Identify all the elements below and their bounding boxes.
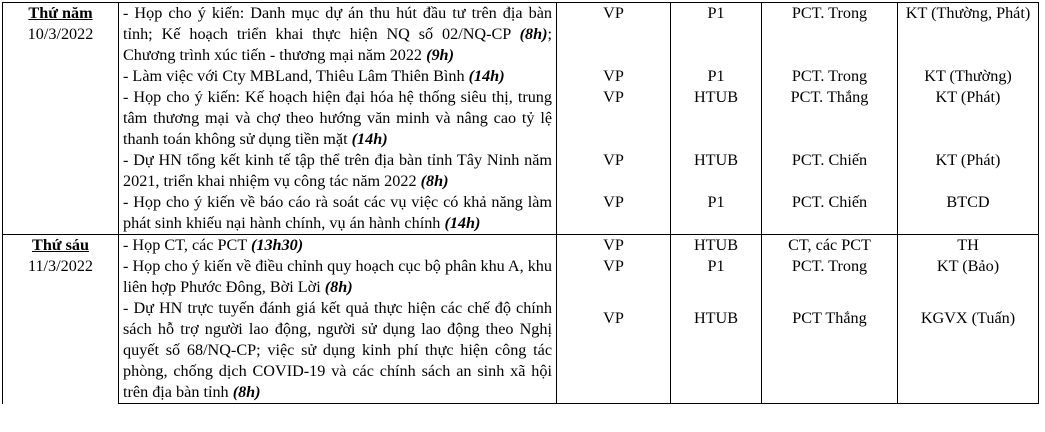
agenda-item: - Họp cho ý kiến về báo cáo rà soát các vụ việc có khả năng làm phát sinh khiếu nại hành chính, vụ án hành chính (14h) xyxy=(119,192,557,235)
unit-cell: VP xyxy=(557,298,671,404)
chair-cell: PCT. Thắng xyxy=(762,87,898,150)
chair-cell: PCT. Chiến xyxy=(762,192,898,235)
prep-cell: KT (Thường, Phát) xyxy=(898,3,1039,67)
unit-cell: VP xyxy=(557,256,671,298)
unit-cell: VP xyxy=(557,66,671,87)
day-cell xyxy=(3,235,119,404)
prep-cell: KT (Thường) xyxy=(898,66,1039,87)
place-cell: HTUB xyxy=(671,235,762,257)
day-name: Thứ năm xyxy=(28,4,93,22)
place-cell: P1 xyxy=(671,66,762,87)
table-row xyxy=(3,87,1039,150)
chair-cell: PCT. Trong xyxy=(762,3,898,67)
place-cell: HTUB xyxy=(671,150,762,192)
prep-cell: TH xyxy=(898,235,1039,257)
place-cell: P1 xyxy=(671,192,762,235)
unit-cell: VP xyxy=(557,3,671,67)
schedule-table xyxy=(2,2,1039,404)
day-cell xyxy=(3,3,119,235)
day-date: 10/3/2022 xyxy=(27,25,94,43)
table-row xyxy=(3,235,1039,257)
agenda-item: - Làm việc với Cty MBLand, Thiêu Lâm Thiên Bình (14h) xyxy=(119,66,557,87)
prep-cell: KT (Phát) xyxy=(898,150,1039,192)
prep-cell: KGVX (Tuấn) xyxy=(898,298,1039,404)
unit-cell: VP xyxy=(557,87,671,150)
table-row xyxy=(3,150,1039,192)
agenda-item: - Họp cho ý kiến: Kế hoạch hiện đại hóa hệ thống siêu thị, trung tâm thương mại và chợ theo hướng văn minh và nâng cao tỷ lệ thanh toán không sử dụng tiền mặt (14h) xyxy=(119,87,557,150)
day-name: Thứ sáu xyxy=(32,236,89,254)
chair-cell: PCT. Trong xyxy=(762,66,898,87)
table-row xyxy=(3,298,1039,404)
agenda-item: - Họp cho ý kiến về điều chỉnh quy hoạch cục bộ phân khu A, khu liên hợp Phước Đông, Bời Lời (8h) xyxy=(119,256,557,298)
chair-cell: CT, các PCT xyxy=(762,235,898,257)
place-cell: HTUB xyxy=(671,87,762,150)
prep-cell: BTCD xyxy=(898,192,1039,235)
agenda-item: - Họp CT, các PCT (13h30) xyxy=(119,235,557,257)
chair-cell: PCT. Chiến xyxy=(762,150,898,192)
unit-cell: VP xyxy=(557,235,671,257)
place-cell: P1 xyxy=(671,256,762,298)
table-row xyxy=(3,3,1039,67)
chair-cell: PCT. Trong xyxy=(762,256,898,298)
day-date: 11/3/2022 xyxy=(27,257,94,275)
prep-cell: KT (Phát) xyxy=(898,87,1039,150)
agenda-item: - Dự HN tổng kết kinh tế tập thể trên địa bàn tỉnh Tây Ninh năm 2021, triển khai nhiệm vụ công tác năm 2022 (8h) xyxy=(119,150,557,192)
prep-cell: KT (Bảo) xyxy=(898,256,1039,298)
place-cell: HTUB xyxy=(671,298,762,404)
unit-cell: VP xyxy=(557,192,671,235)
agenda-item: - Dự HN trực tuyến đánh giá kết quả thực hiện các chế độ chính sách hỗ trợ người lao động, người sử dụng lao động theo Nghị quyết số 68/NQ-CP; việc sử dụng kinh phí thực hiện công tác phòng, chống dịch COVID-19 và các chính sách an sinh xã hội trên địa bàn tỉnh (8h) xyxy=(119,298,557,404)
table-row xyxy=(3,66,1039,87)
table-row xyxy=(3,192,1039,235)
table-row xyxy=(3,256,1039,298)
place-cell: P1 xyxy=(671,3,762,67)
unit-cell: VP xyxy=(557,150,671,192)
chair-cell: PCT Thắng xyxy=(762,298,898,404)
agenda-item: - Họp cho ý kiến: Danh mục dự án thu hút đầu tư trên địa bàn tỉnh; Kế hoạch triển khai thực hiện NQ số 02/NQ-CP (8h); Chương trình xúc tiến - thương mại năm 2022 (9h) xyxy=(119,3,557,67)
